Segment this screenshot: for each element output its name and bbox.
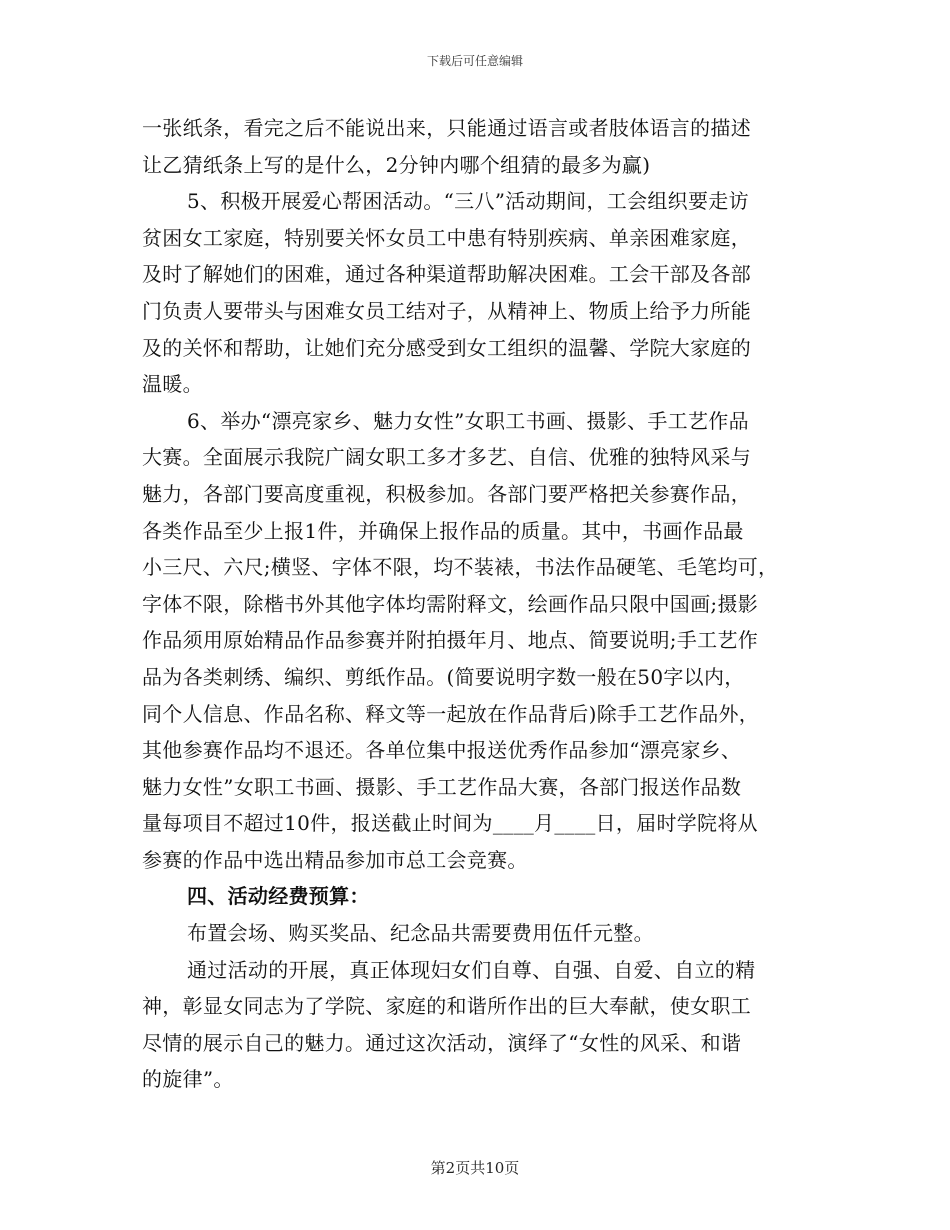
page-number: 第2页共10页 (430, 1159, 520, 1177)
document-body (142, 110, 812, 1098)
paragraph-line: 小三尺、六尺;横竖、字体不限，均不装裱，书法作品硬笔、毛笔均可， (142, 555, 779, 580)
paragraph-line: 贫困女工家庭，特别要关怀女员工中患有特别疾病、单亲困难家庭， (142, 225, 751, 250)
paragraph-line: 5、积极开展爱心帮困活动。“三八”活动期间，工会组织要走访 (187, 189, 749, 214)
paragraph-line: 6、举办“漂亮家乡、魅力女性”女职工书画、摄影、手工艺作品 (187, 408, 749, 433)
paragraph-line: 让乙猜纸条上写的是什么，2分钟内哪个组猜的最多为赢) (142, 152, 651, 177)
paragraph-line: 其他参赛作品均不退还。各单位集中报送优秀作品参加“漂亮家乡、 (142, 738, 742, 763)
paragraph-line: 大赛。全面展示我院广阔女职工多才多艺、自信、优雅的独特风采与 (142, 445, 751, 470)
paragraph-line: 的旋律”。 (142, 1067, 234, 1092)
section-heading: 四、活动经费预算： (187, 884, 370, 909)
paragraph-line: 温暖。 (142, 372, 203, 397)
paragraph-line: 各类作品至少上报1件，并确保上报作品的质量。其中，书画作品最 (142, 518, 744, 543)
paragraph-line: 字体不限，除楷书外其他字体均需附释文，绘画作品只限中国画;摄影 (142, 591, 759, 616)
paragraph-line: 作品须用原始精品作品参赛并附拍摄年月、地点、简要说明;手工艺作 (142, 628, 759, 653)
paragraph-line: 及时了解她们的困难，通过各种渠道帮助解决困难。工会干部及各部 (142, 262, 751, 287)
paragraph-line: 通过活动的开展，真正体现妇女们自尊、自强、自爱、自立的精 (187, 957, 756, 982)
page-header: 下载后可任意编辑 (426, 54, 523, 68)
paragraph-line: 同个人信息、作品名称、释文等一起放在作品背后)除手工艺作品外， (142, 701, 760, 726)
paragraph-line: 品为各类刺绣、编织、剪纸作品。(简要说明字数一般在50字以内， (142, 664, 745, 689)
paragraph-line: 魅力，各部门要高度重视，积极参加。各部门要严格把关参赛作品， (142, 481, 751, 506)
paragraph-line: 神，彰显女同志为了学院、家庭的和谐所作出的巨大奉献，使女职工 (142, 994, 751, 1019)
paragraph-line: 门负责人要带头与困难女员工结对子，从精神上、物质上给予力所能 (142, 298, 751, 323)
paragraph-line: 参赛的作品中选出精品参加市总工会竞赛。 (142, 847, 528, 872)
paragraph-line: 布置会场、购买奖品、纪念品共需要费用伍仟元整。 (187, 921, 654, 946)
paragraph-line: 及的关怀和帮助，让她们充分感受到女工组织的温馨、学院大家庭的 (142, 335, 751, 360)
paragraph-line: 量每项目不超过10件，报送截止时间为____月____日，届时学院将从 (142, 811, 758, 836)
paragraph-line: 尽情的展示自己的魅力。通过这次活动，演绎了“女性的风采、和谐 (142, 1030, 742, 1055)
paragraph-line: 魅力女性”女职工书画、摄影、手工艺作品大赛，各部门报送作品数 (142, 774, 742, 799)
paragraph-line: 一张纸条，看完之后不能说出来，只能通过语言或者肢体语言的描述 (142, 116, 751, 140)
